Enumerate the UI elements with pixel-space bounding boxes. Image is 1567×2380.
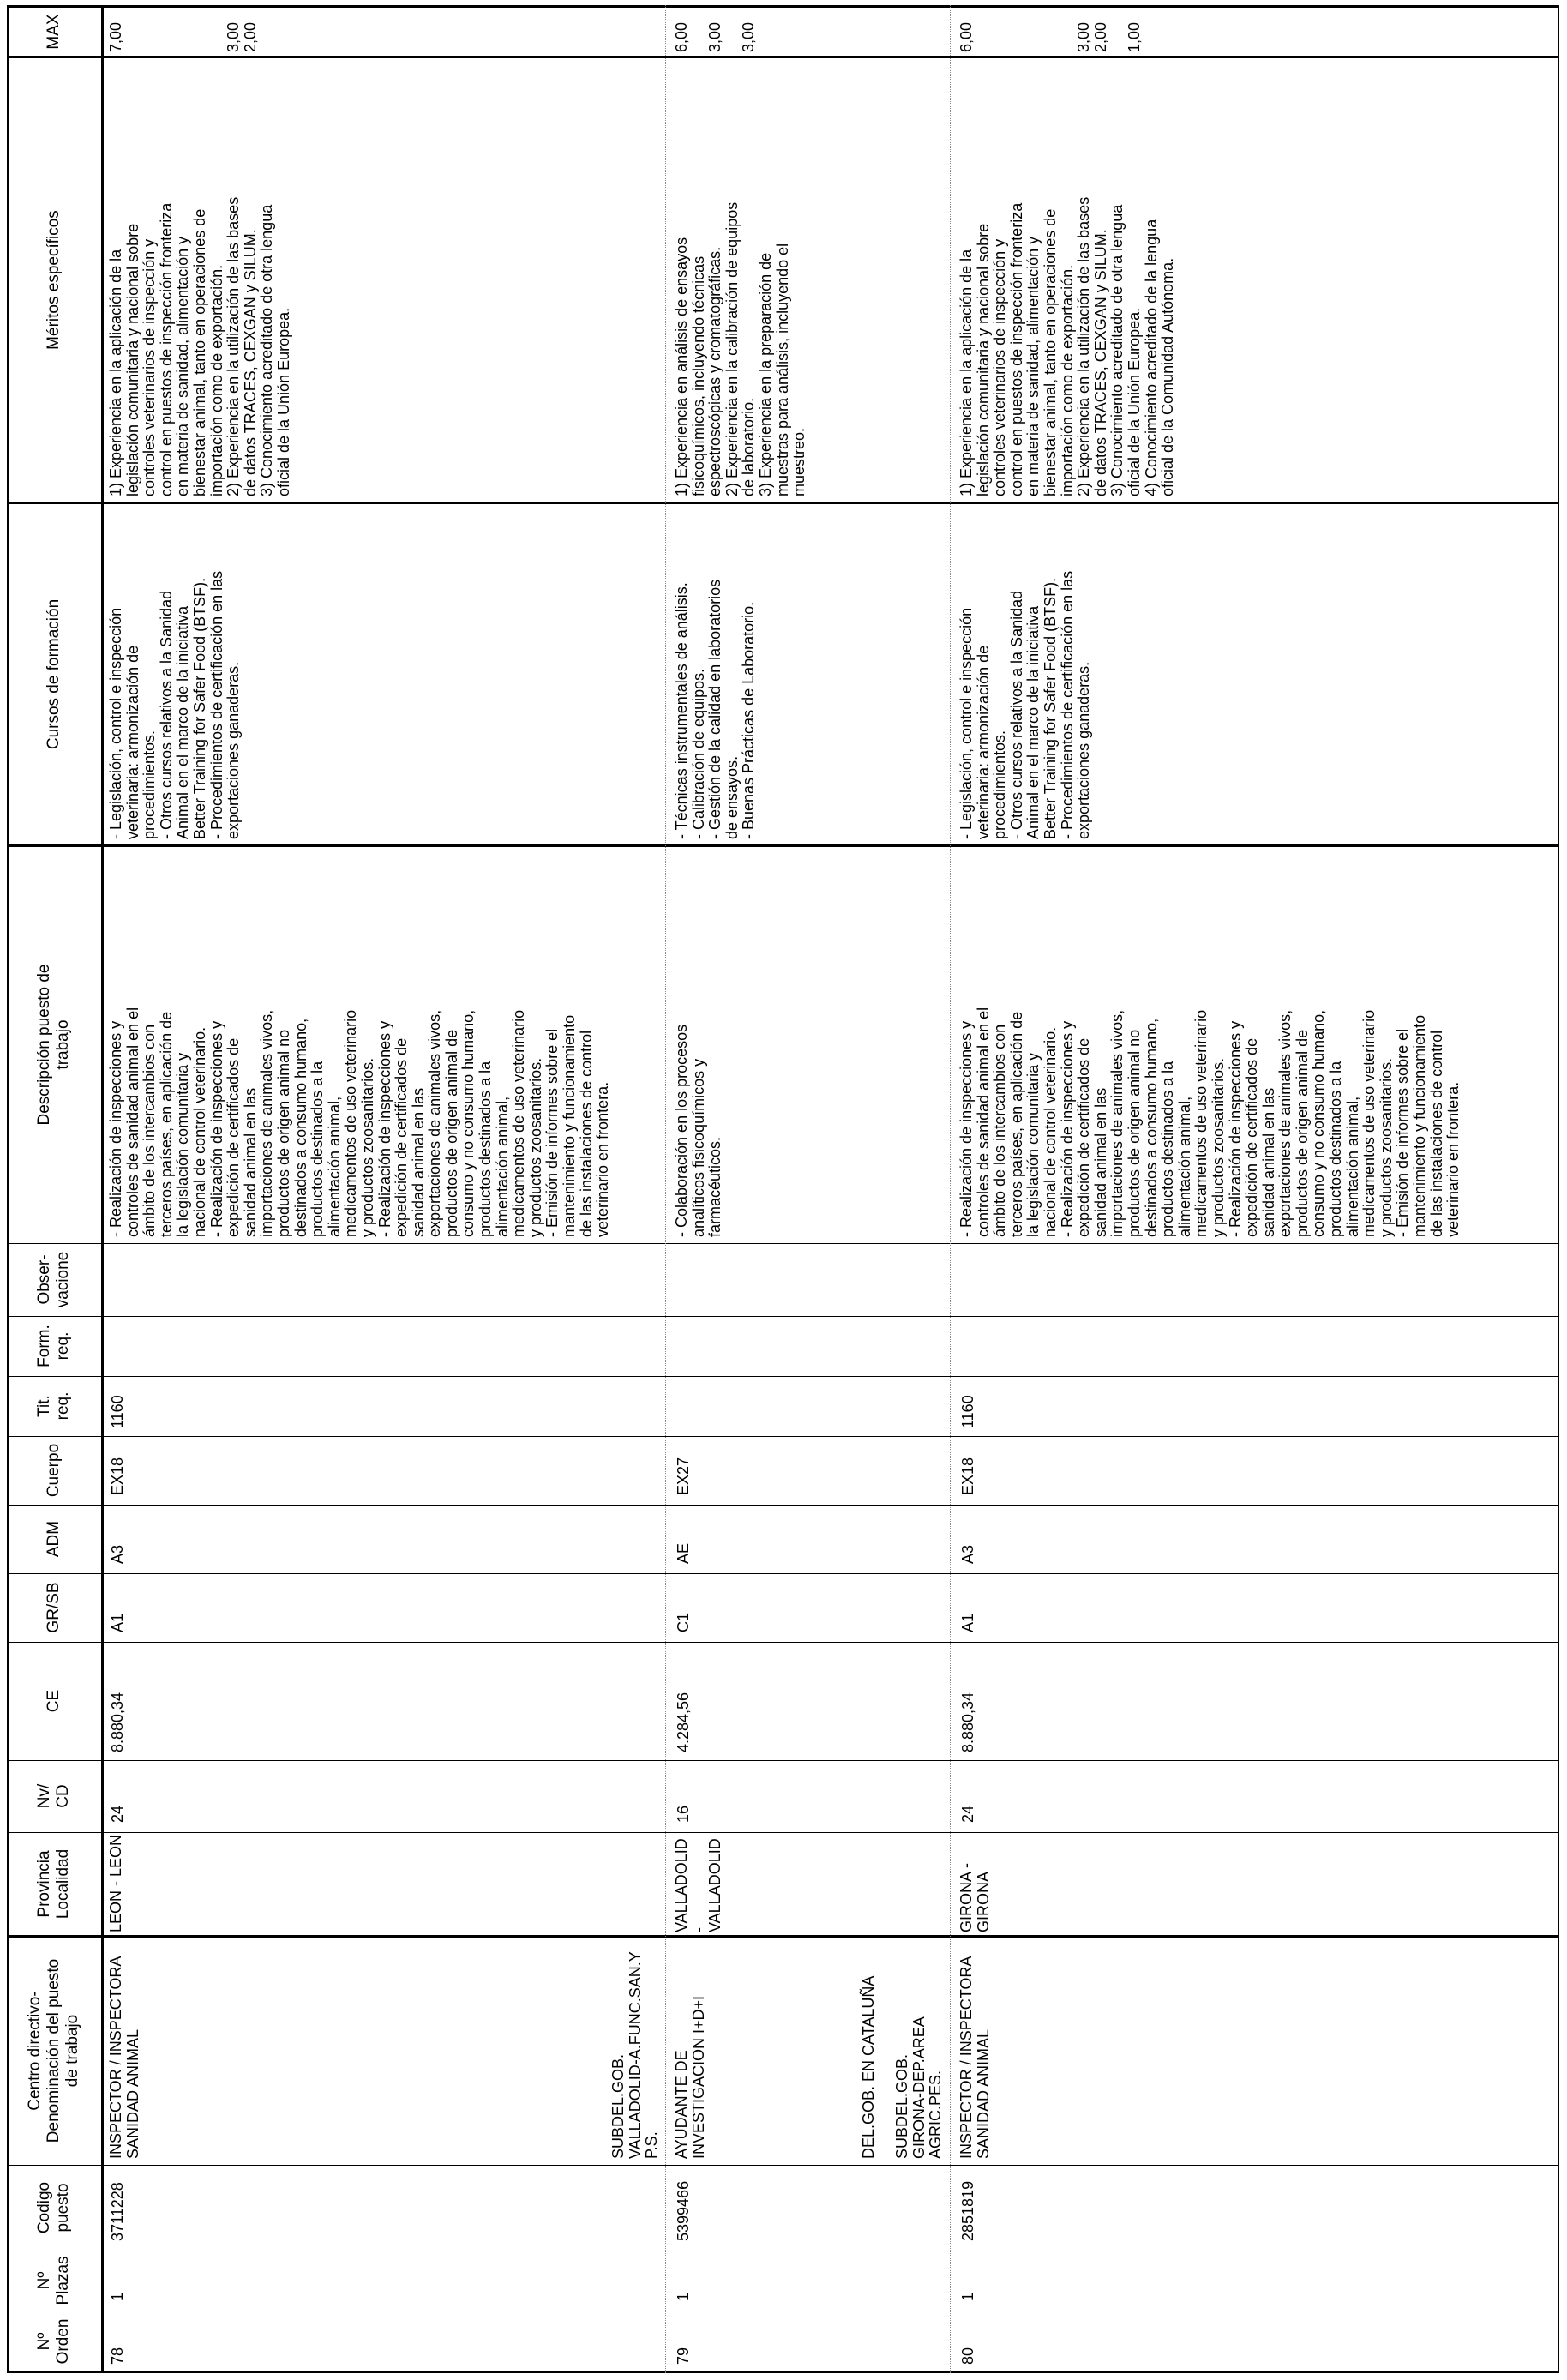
row-codigo: 2851819 [959, 2180, 976, 2241]
row-max: 7,00 3,00 2,00 [107, 21, 259, 52]
header-orden: Nº Orden [35, 2318, 72, 2365]
col-divider [7, 1642, 1559, 1643]
row-orden: 80 [959, 2347, 976, 2365]
row-cursos: - Técnicas instrumentales de análisis. - Calibración de equipos. - Gestión de la calidad en laboratorios de ensayos. - Buenas Prácticas de Laboratorio. [673, 579, 758, 839]
row-divider [665, 5, 666, 2373]
header-meritos: Méritos específicos [45, 210, 63, 350]
row-titulacion: 1160 [109, 1395, 126, 1428]
row-centro-directivo: SUBDEL.GOB. VALLADOLID-A.FUNC.SAN.Y P.S. [609, 1951, 661, 2159]
col-divider [7, 1376, 1559, 1377]
col-divider [7, 1436, 1559, 1437]
header-provincia: Provincia Localidad [35, 1848, 72, 1920]
col-divider [7, 1505, 1559, 1506]
row-ce: 8.880,34 [959, 1692, 976, 1752]
header-plazas: Nº Plazas [35, 2256, 72, 2305]
row-adm: A3 [109, 1544, 126, 1564]
row-cursos: - Legislación, control e inspección veterinaria: armonización de procedimientos. - Otros cursos relativos a la Sanidad Animal en el marco de la iniciativa Better Training for Safer Food (BTSF). - Procedimientos de certificación en las exportaciones ganaderas. [107, 570, 243, 839]
row-cuerpo: EX27 [675, 1457, 692, 1495]
row-descripcion: - Realización de inspecciones y controles de sanidad animal en el ámbito de los intercambios con terceros países, en aplicación de la legislación comunitaria y nacional de control veterinario. - Realización de inspecciones y expedición de certificados de sanidad animal en las importaciones de animales vivos, productos de origen animal no destinados a consumo humano, productos destinados a la alimentación animal, medicamentos de uso veterinario y productos zoosanitarios. - Realización de inspecciones y expedición de certificados de sanidad animal en las exportaciones de animales vivos, productos de origen animal de consumo y no consumo humano, productos destinados a la alimentación animal, medicamentos de uso veterinario y productos zoosanitarios. - Emisión de informes sobre el mantenimiento y funcionamiento de las instalaciones de control veterinario en frontera. [958, 1007, 1462, 1237]
row-cuerpo: EX18 [109, 1457, 126, 1495]
row-plazas: 1 [959, 2292, 976, 2301]
col-divider [7, 1760, 1559, 1761]
col-divider [7, 1573, 1559, 1574]
col-divider [7, 1832, 1559, 1833]
col-divider [7, 56, 1559, 58]
row-plazas: 1 [675, 2292, 692, 2301]
row-provincia: GIRONA - GIRONA [958, 1862, 992, 1932]
row-cursos: - Legislación, control e inspección veterinaria: armonización de procedimientos. - Otros cursos relativos a la Sanidad Animal en el marco de la iniciativa Better Training for Safer Food (BTSF). - Procedimientos de certificación en las exportaciones ganaderas. [958, 570, 1093, 839]
row-max: 6,00 3,00 3,00 [673, 21, 758, 52]
header-grsb: GR/SB [45, 1582, 63, 1633]
row-puesto: INSPECTOR / INSPECTORA SANIDAD ANIMAL [107, 1956, 141, 2159]
row-grsb: C1 [675, 1612, 692, 1632]
col-divider [7, 2165, 1559, 2166]
header-titulacion: Tit. req. [35, 1391, 72, 1421]
row-codigo: 5399466 [675, 2180, 692, 2241]
row-titulacion: 1160 [959, 1395, 976, 1428]
row-meritos: 1) Experiencia en análisis de ensayos fisicoquímicos, incluyendo técnicas espectroscópicas y cromatográficas. 2) Experiencia en la calibración de equipos de laboratorio. 3) Experiencia en la preparación de muestras para análisis, incluyendo el muestreo. [673, 201, 808, 496]
row-adm: A3 [959, 1544, 976, 1564]
table-left-border [7, 2371, 1559, 2373]
row-nivel: 24 [109, 1805, 126, 1823]
row-grsb: A1 [109, 1613, 126, 1632]
row-codigo: 3711228 [109, 2182, 126, 2241]
row-plazas: 1 [109, 2292, 126, 2301]
row-orden: 79 [675, 2347, 692, 2365]
header-cuerpo: Cuerpo [45, 1443, 63, 1498]
header-codigo: Codigo puesto [35, 2181, 72, 2234]
row-meritos: 1) Experiencia en la aplicación de la legislación comunitaria y nacional sobre controles veterinarios de inspección y control en puestos de inspección fronteriza en materia de sanidad, alimentación y bienestar animal, tanto en operaciones de importación como de exportación. 2) Experiencia en la utilización de las bases de datos TRACES, CEXGAN y SILUM. 3) Conocimiento acreditado de otra lengua oficial de la Unión Europea. [107, 196, 292, 496]
row-puesto: AYUDANTE DE INVESTIGACION I+D+I [673, 1995, 707, 2159]
header-adm: ADM [45, 1520, 63, 1558]
col-divider [7, 502, 1559, 504]
row-nivel: 24 [959, 1805, 976, 1823]
row-cuerpo: EX18 [959, 1457, 976, 1495]
header-ce: CE [45, 1689, 63, 1713]
col-divider [7, 1935, 1559, 1938]
row-grsb: A1 [959, 1613, 976, 1632]
row-centro-directivo: DEL.GOB. EN CATALUÑA SUBDEL.GOB. GIRONA-DEP.AREA AGRIC.PES. [860, 1975, 945, 2159]
header-observaciones: Obser- vacione [35, 1251, 72, 1308]
row-divider [950, 5, 951, 2373]
row-provincia: VALLADOLID - VALLADOLID [673, 1838, 724, 1932]
row-descripcion: - Realización de inspecciones y controles de sanidad animal en el ámbito de los intercambios con terceros países, en aplicación de la legislación comunitaria y nacional de control veterinario. - Realización de inspecciones y expedición de certificados de sanidad animal en las importaciones de animales vivos, productos de origen animal no destinados a consumo humano, productos destinados a la alimentación animal, medicamentos de uso veterinario y productos zoosanitarios. - Realización de inspecciones y expedición de certificados de sanidad animal en las exportaciones de animales vivos, productos de origen animal de consumo y no consumo humano, productos destinados a la alimentación animal, medicamentos de uso veterinario y productos zoosanitarios. - Emisión de informes sobre el mantenimiento y funcionamiento de las instalaciones de control veterinario en frontera. [107, 1007, 612, 1237]
col-divider [7, 1316, 1559, 1317]
header-max: MAX [45, 14, 63, 50]
table-bottom-border [1558, 5, 1559, 2373]
row-meritos: 1) Experiencia en la aplicación de la legislación comunitaria y nacional sobre controles veterinarios de inspección y control en puestos de inspección fronteriza en materia de sanidad, alimentación y bienestar animal, tanto en operaciones de importación como de exportación. 2) Experiencia en la utilización de las bases de datos TRACES, CEXGAN y SILUM. 3) Conocimiento acreditado de otra lengua oficial de la Unión Europea. 4) Conocimiento acreditado de la lengua oficial de la Comunidad Autónoma. [958, 196, 1177, 496]
row-max: 6,00 3,00 2,00 1,00 [958, 21, 1143, 52]
row-adm: AE [675, 1542, 692, 1564]
row-descripcion: - Colaboración en los procesos analíticos fisicoquímicos y farmacéuticos. [673, 1024, 724, 1237]
header-cursos: Cursos de formación [45, 598, 63, 750]
header-bottom-border [101, 5, 104, 2373]
header-centro: Centro directivo- Denominación del puesto de trabajo [26, 1958, 81, 2143]
row-orden: 78 [109, 2347, 126, 2365]
row-ce: 4.284,56 [675, 1692, 692, 1752]
row-provincia: LEON - LEON [107, 1834, 124, 1932]
header-formacion: Form. req. [35, 1325, 72, 1367]
row-ce: 8.880,34 [109, 1692, 126, 1752]
header-descripcion: Descripción puesto de trabajo [35, 964, 72, 1126]
row-nivel: 16 [675, 1805, 692, 1823]
row-puesto: INSPECTOR / INSPECTORA SANIDAD ANIMAL [958, 1956, 992, 2159]
table-right-border [7, 5, 1559, 8]
col-divider [7, 1243, 1559, 1244]
header-nivel: Nv/ CD [35, 1783, 72, 1809]
